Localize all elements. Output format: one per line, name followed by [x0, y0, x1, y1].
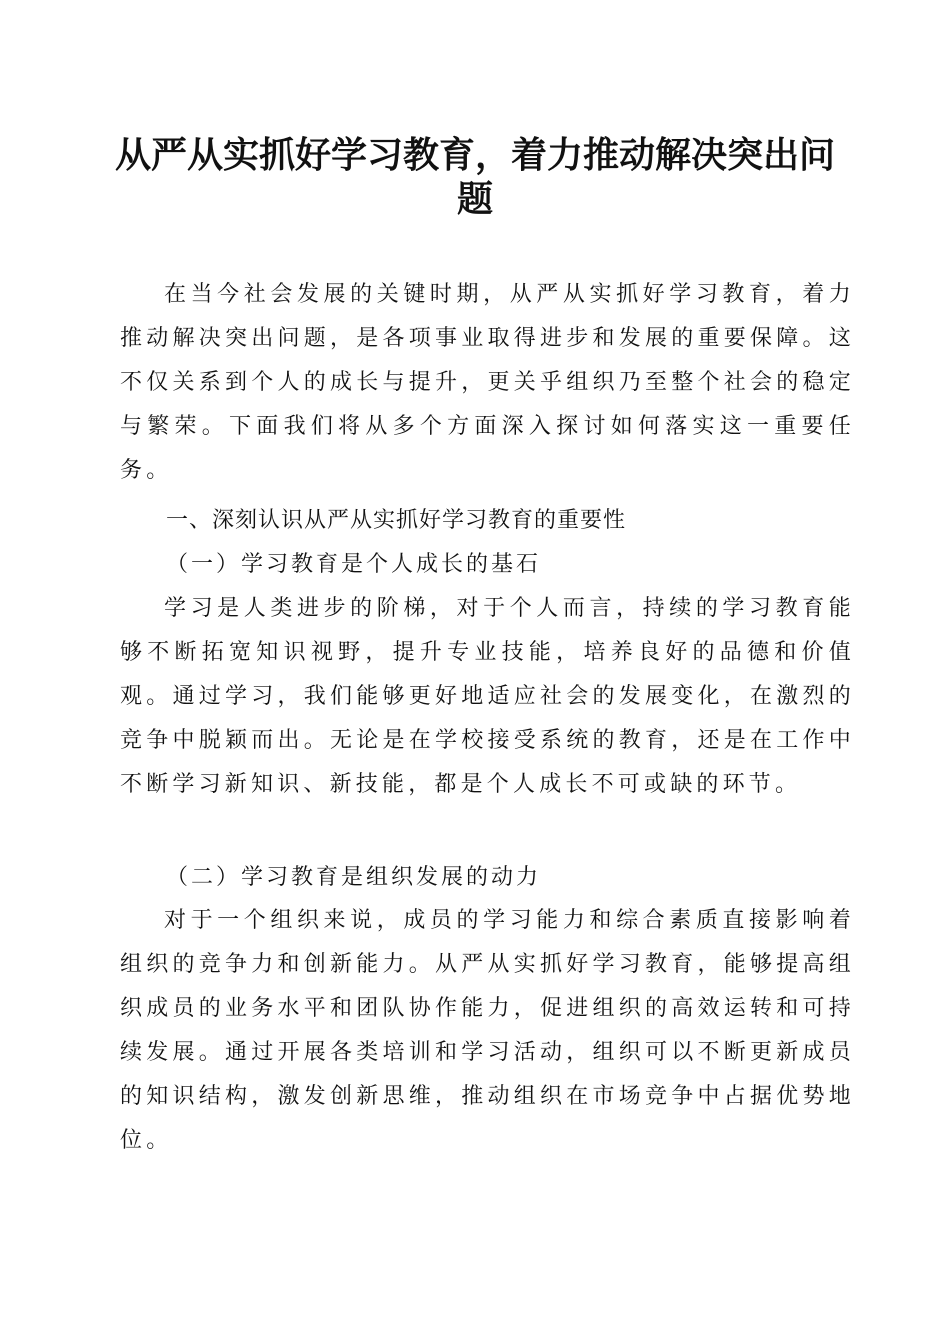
intro-paragraph: 在当今社会发展的关键时期，从严从实抓好学习教育，着力推动解决突出问题，是各项事业取得进步和发展的重要保障。这不仅关系到个人的成长与提升，更关乎组织乃至整个社会的稳定与繁荣。下面我们将从多个方面深入探讨如何落实这一重要任务。 — [120, 282, 855, 483]
subsection-2-heading: （二）学习教育是组织发展的动力 — [166, 865, 542, 890]
section-1-heading: 一、深刻认识从严从实抓好学习教育的重要性 — [166, 508, 627, 533]
subsection-1-heading: （一）学习教育是个人成长的基石 — [166, 552, 542, 577]
document-title: 从严从实抓好学习教育，着力推动解决突出问题 — [114, 134, 835, 220]
subsection-1-body: 学习是人类进步的阶梯，对于个人而言，持续的学习教育能够不断拓宽知识视野，提升专业技能，培养良好的品德和价值观。通过学习，我们能够更好地适应社会的发展变化，在激烈的竞争中脱颖而出。无论是在学校接受系统的教育，还是在工作中不断学习新知识、新技能，都是个人成长不可或缺的环节。 — [120, 596, 855, 797]
subsection-2-body: 对于一个组织来说，成员的学习能力和综合素质直接影响着组织的竞争力和创新能力。从严从实抓好学习教育，能够提高组织成员的业务水平和团队协作能力，促进组织的高效运转和可持续发展。通过开展各类培训和学习活动，组织可以不断更新成员的知识结构，激发创新思维，推动组织在市场竞争中占据优势地位。 — [120, 908, 855, 1153]
